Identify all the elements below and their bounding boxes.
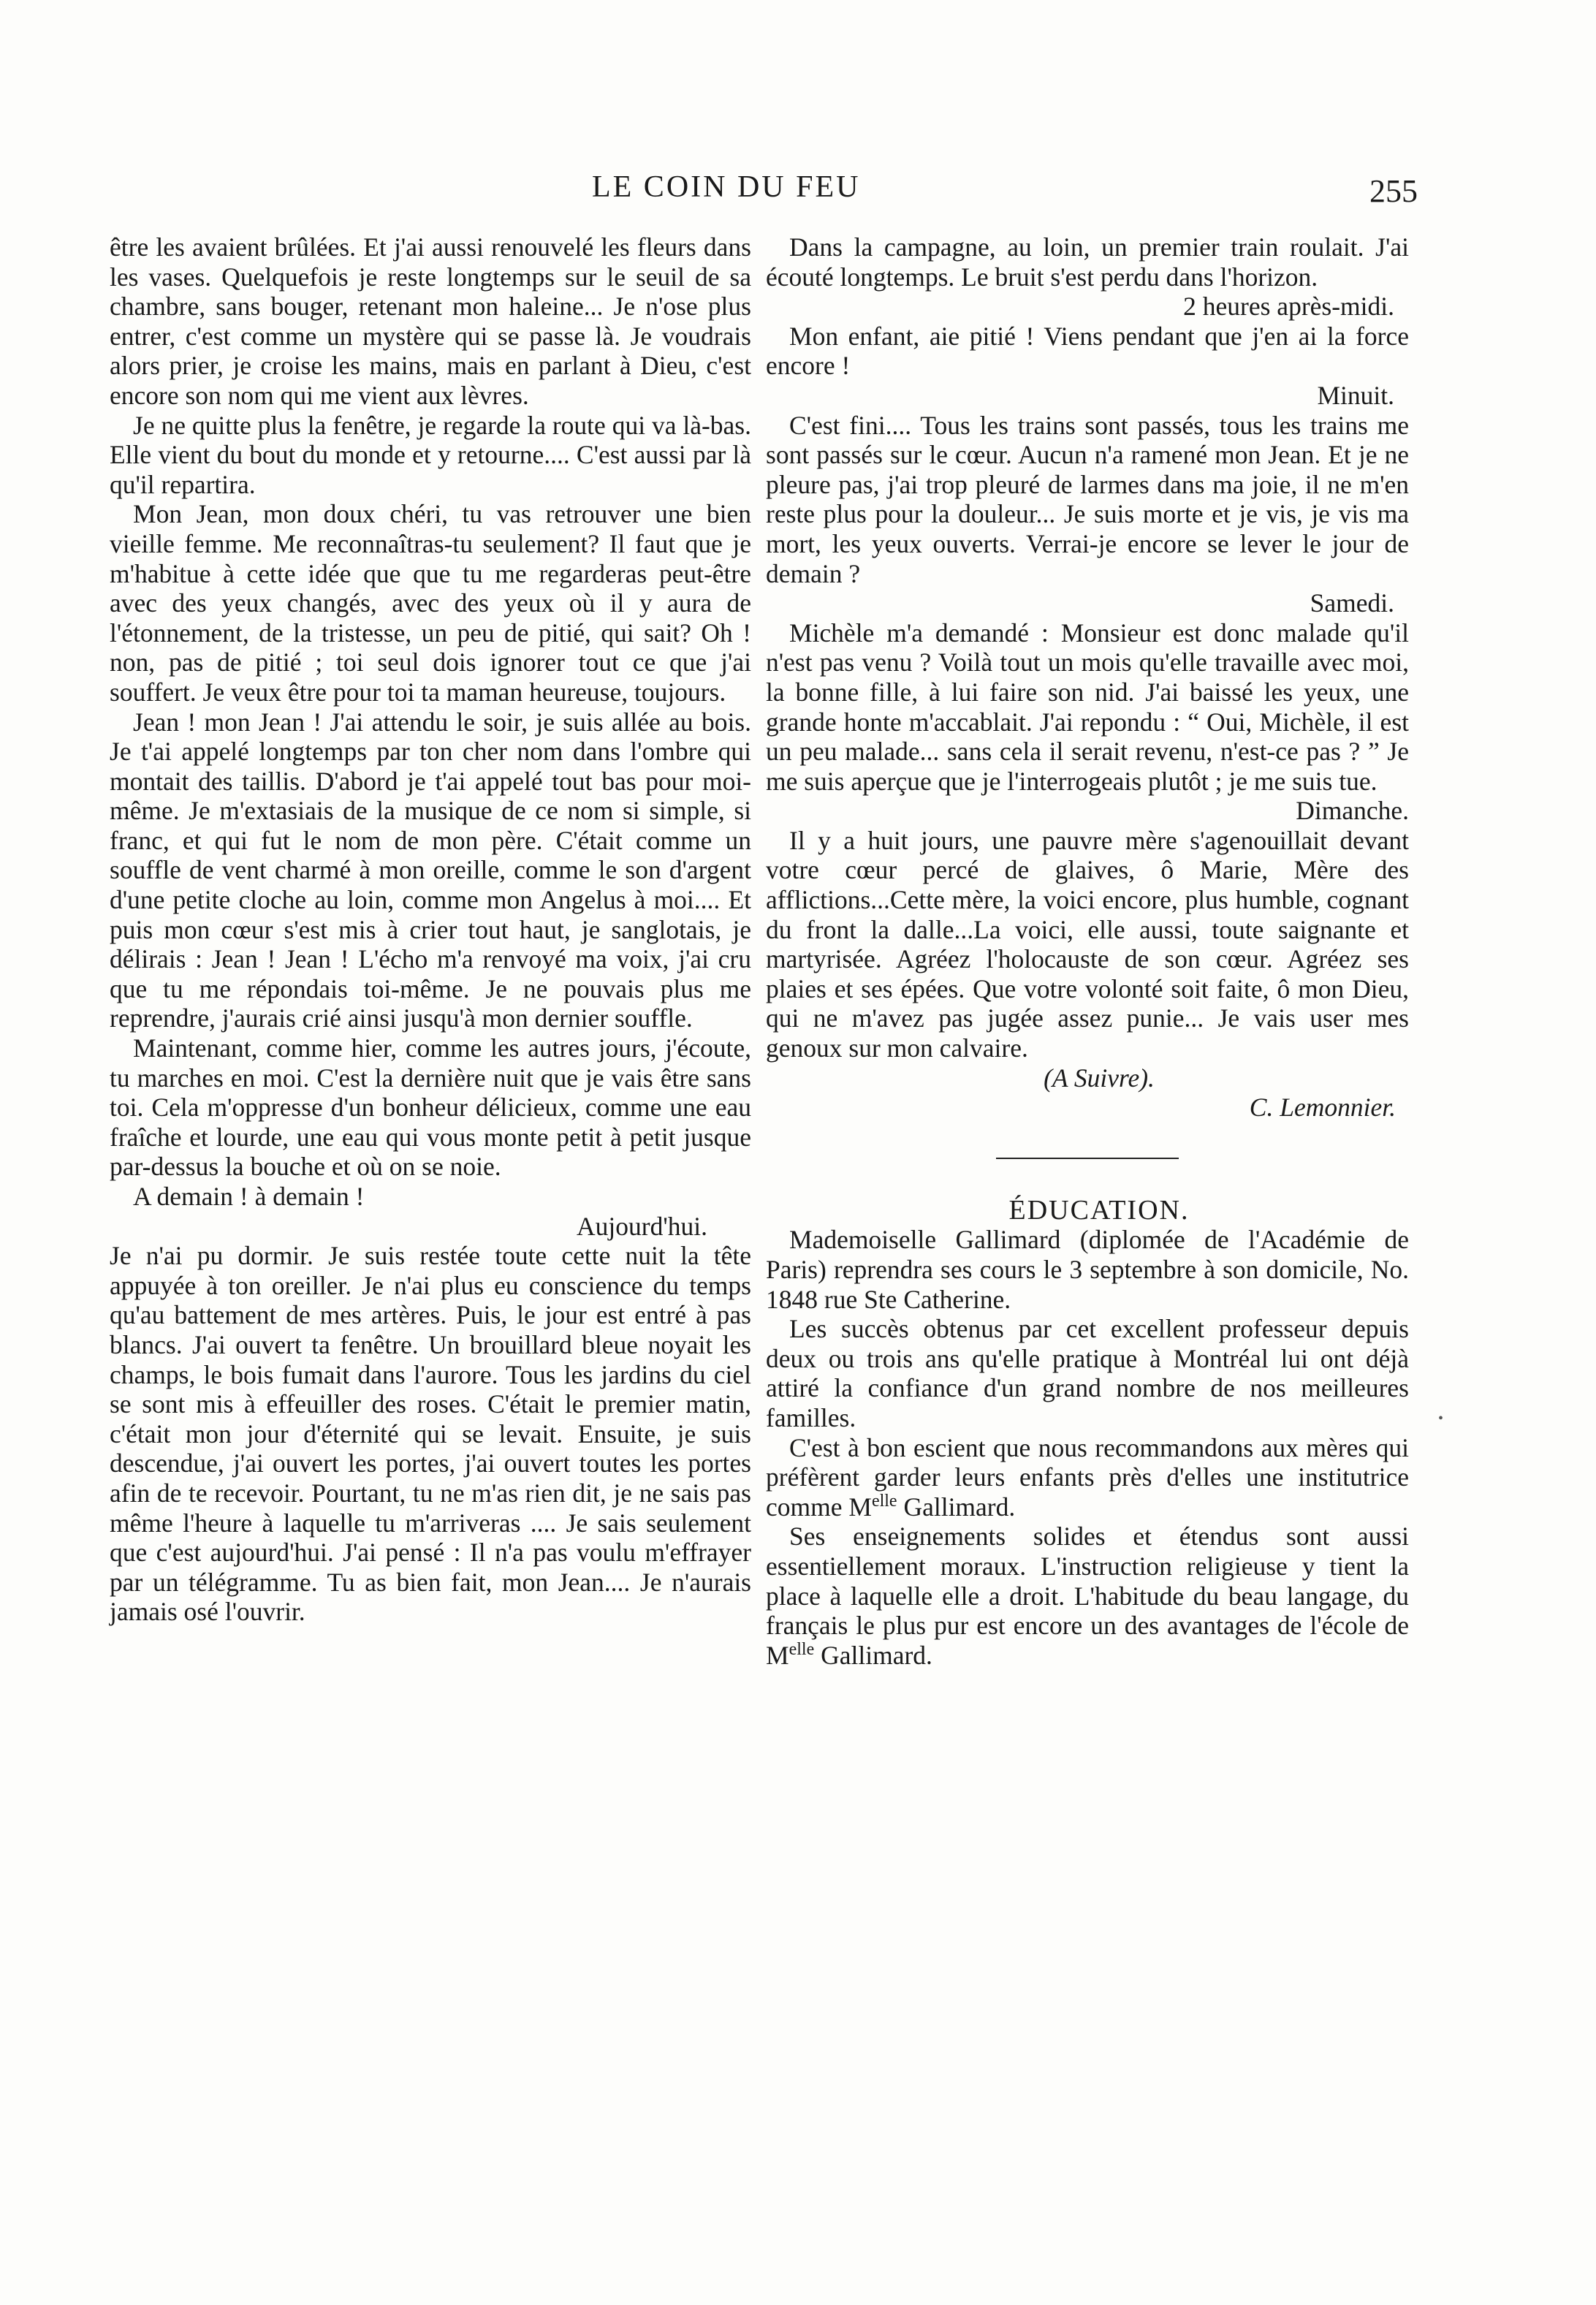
paragraph: Mon enfant, aie pitié ! Viens pendant que j'en ai la force encore ! <box>766 321 1409 381</box>
paragraph: Je n'ai pu dormir. Je suis restée toute cette nuit la tête appuyée à ton oreiller. Je n'ai plus eu conscience du temps qu'au battement de mes artères. Puis, le jour est entré à pas blancs. J'ai ouvert ta fenêtre. Un brouillard bleue noyait les champs, le bois fumait dans l'aurore. Tous les jardins du ciel se sont mis à effeuiller des roses. C'était le premier matin, c'était mon jour d'éternité qui se levait. Ensuite, je suis descendue, j'ai ouvert les portes, j'ai ouvert toutes les portes afin de te recevoir. Pourtant, tu ne m'as rien dit, je ne sais pas même l'heure à laquelle tu m'arriveras .... Je sais seulement que c'est aujourd'hui. J'ai pensé : Il n'a pas voulu m'effrayer par un télégramme. Tu as bien fait, mon Jean.... Je n'aurais jamais osé l'ouvrir. <box>110 1241 751 1627</box>
paragraph: être les avaient brûlées. Et j'ai aussi renouvelé les fleurs dans les vases. Quelquefois je reste longtemps sur le seuil de sa chambre, sans bouger, retenant mon haleine... Je n'ose plus entrer, c'est comme un mystère qui se passe là. Je voudrais alors prier, je croise les mains, mais en parlant à Dieu, c'est encore son nom qui me vient aux lèvres. <box>110 232 751 410</box>
section-title: ÉDUCATION. <box>1008 1194 1190 1226</box>
to-be-continued: (A Suivre). <box>1044 1063 1155 1093</box>
paragraph: Michèle m'a demandé : Monsieur est donc malade qu'il n'est pas venu ? Voilà tout un mois qu'elle travaille avec moi, la bonne fille, à lui faire son nid. J'ai baissé les yeux, une grande honte m'accablait. J'ai repondu : “ Oui, Michèle, il est un peu malade... sans cela il serait revenu, n'est-ce pas ? ” Je me suis aperçue que je l'interrogeais plutôt ; je me suis tue. <box>766 618 1409 796</box>
page-number: 255 <box>1369 173 1418 209</box>
section-divider <box>996 1158 1179 1159</box>
dateline: Minuit. <box>1317 380 1394 410</box>
dateline: 2 heures après-midi. <box>1183 292 1394 322</box>
paragraph <box>766 1522 1409 1670</box>
superscript: elle <box>788 1639 815 1659</box>
running-header <box>110 170 1418 213</box>
right-column <box>766 232 1409 1670</box>
paragraph: Mon Jean, mon doux chéri, tu vas retrouver une bien vieille femme. Me reconnaîtras-tu seulement? Il faut que je m'habitue à cette idée que que tu me regarderas peut-être avec des yeux changés, avec des yeux où il y aura de l'étonnement, de la tristesse, un peu de pitié, qui sait? Oh ! non, pas de pitié ; toi seul dois ignorer tout ce que j'ai souffert. Je veux être pour toi ta maman heureuse, toujours. <box>110 499 751 707</box>
print-speck-mark: • <box>1438 1410 1444 1427</box>
dateline: Dimanche. <box>1296 796 1409 826</box>
dateline: Samedi. <box>1310 588 1394 618</box>
paragraph: Mademoiselle Gallimard (diplomée de l'Académie de Paris) reprendra ses cours le 3 septembre à son domicile, No. 1848 rue Ste Catherine. <box>766 1225 1409 1314</box>
author-signature: C. Lemonnier. <box>1249 1093 1396 1123</box>
paragraph: Maintenant, comme hier, comme les autres jours, j'écoute, tu marches en moi. C'est la dernière nuit que je vais être sans toi. Cela m'oppresse d'un bonheur délicieux, comme une eau fraîche et lourde, une eau qui vous monte petit à petit jusque par-dessus la bouche et où on se noie. <box>110 1033 751 1182</box>
dateline: Aujourd'hui. <box>577 1211 707 1241</box>
paragraph-text: C'est à bon escient que nous recommandons aux mères qui préfèrent garder leurs enfants près d'elles une institutrice comme M <box>766 1432 1409 1522</box>
paragraph: Dans la campagne, au loin, un premier train roulait. J'ai écouté longtemps. Le bruit s'est perdu dans l'horizon. <box>766 232 1409 292</box>
paragraph: C'est fini.... Tous les trains sont passés, tous les trains me sont passés sur le cœur. Aucun n'a ramené mon Jean. Et je ne pleure pas, j'ai trop pleuré de larmes dans ma joie, il ne m'en reste plus pour la douleur... Je suis morte et je vis, je vis ma mort, les yeux ouverts. Verrai-je encore se lever le jour de demain ? <box>766 410 1409 588</box>
paragraph <box>766 1433 1409 1522</box>
paragraph: Jean ! mon Jean ! J'ai attendu le soir, je suis allée au bois. Je t'ai appelé longtemps par ton cher nom dans l'ombre qui montait des taillis. D'abord je t'ai appelé tout bas pour moi-même. Je m'extasiais de la musique de ce nom si simple, si franc, et qui fut le nom de mon père. C'était comme un souffle de vent charmé à mon oreille, comme le son d'argent d'une petite cloche au loin, comme mon Angelus à moi.... Et puis mon cœur s'est mis à crier tout haut, je sanglotais, je délirais : Jean ! Jean ! L'écho m'a renvoyé ma voix, j'ai cru que tu me répondais toi-même. Je ne pouvais plus me reprendre, j'aurais crié ainsi jusqu'à mon dernier souffle. <box>110 707 751 1033</box>
paragraph-text: Gallimard. <box>897 1492 1016 1522</box>
paragraph: A demain ! à demain ! <box>133 1182 365 1211</box>
paragraph: Je ne quitte plus la fenêtre, je regarde la route qui va là-bas. Elle vient du bout du monde et y retourne.... C'est aussi par là qu'il repartira. <box>110 410 751 499</box>
left-column <box>110 232 751 1627</box>
paragraph-text: Ses enseignements solides et étendus sont aussi essentiellement moraux. L'instruction religieuse y tient la place à laquelle elle a droit. L'habitude du beau langage, du français le plus pur est encore un des avantages de l'école de M <box>766 1522 1409 1670</box>
superscript: elle <box>871 1491 897 1511</box>
paragraph: Il y a huit jours, une pauvre mère s'agenouillait devant votre cœur percé de glaives, ô Marie, Mère des afflictions...Cette mère, la voici encore, plus humble, cognant du front la dalle...La voici, elle aussi, toute saignante et martyrisée. Agréez l'holocauste de son cœur. Agréez ses plaies et ses épées. Que votre volonté soit faite, ô mon Dieu, qui ne m'avez pas jugée assez punie... Je vais user mes genoux sur mon calvaire. <box>766 825 1409 1063</box>
paragraph-text: Gallimard. <box>814 1640 932 1670</box>
running-title: LE COIN DU FEU <box>592 170 861 204</box>
paragraph: Les succès obtenus par cet excellent professeur depuis deux ou trois ans qu'elle pratique à Montréal lui ont déjà attiré la confiance d'un grand nombre de nos meilleures familles. <box>766 1314 1409 1432</box>
